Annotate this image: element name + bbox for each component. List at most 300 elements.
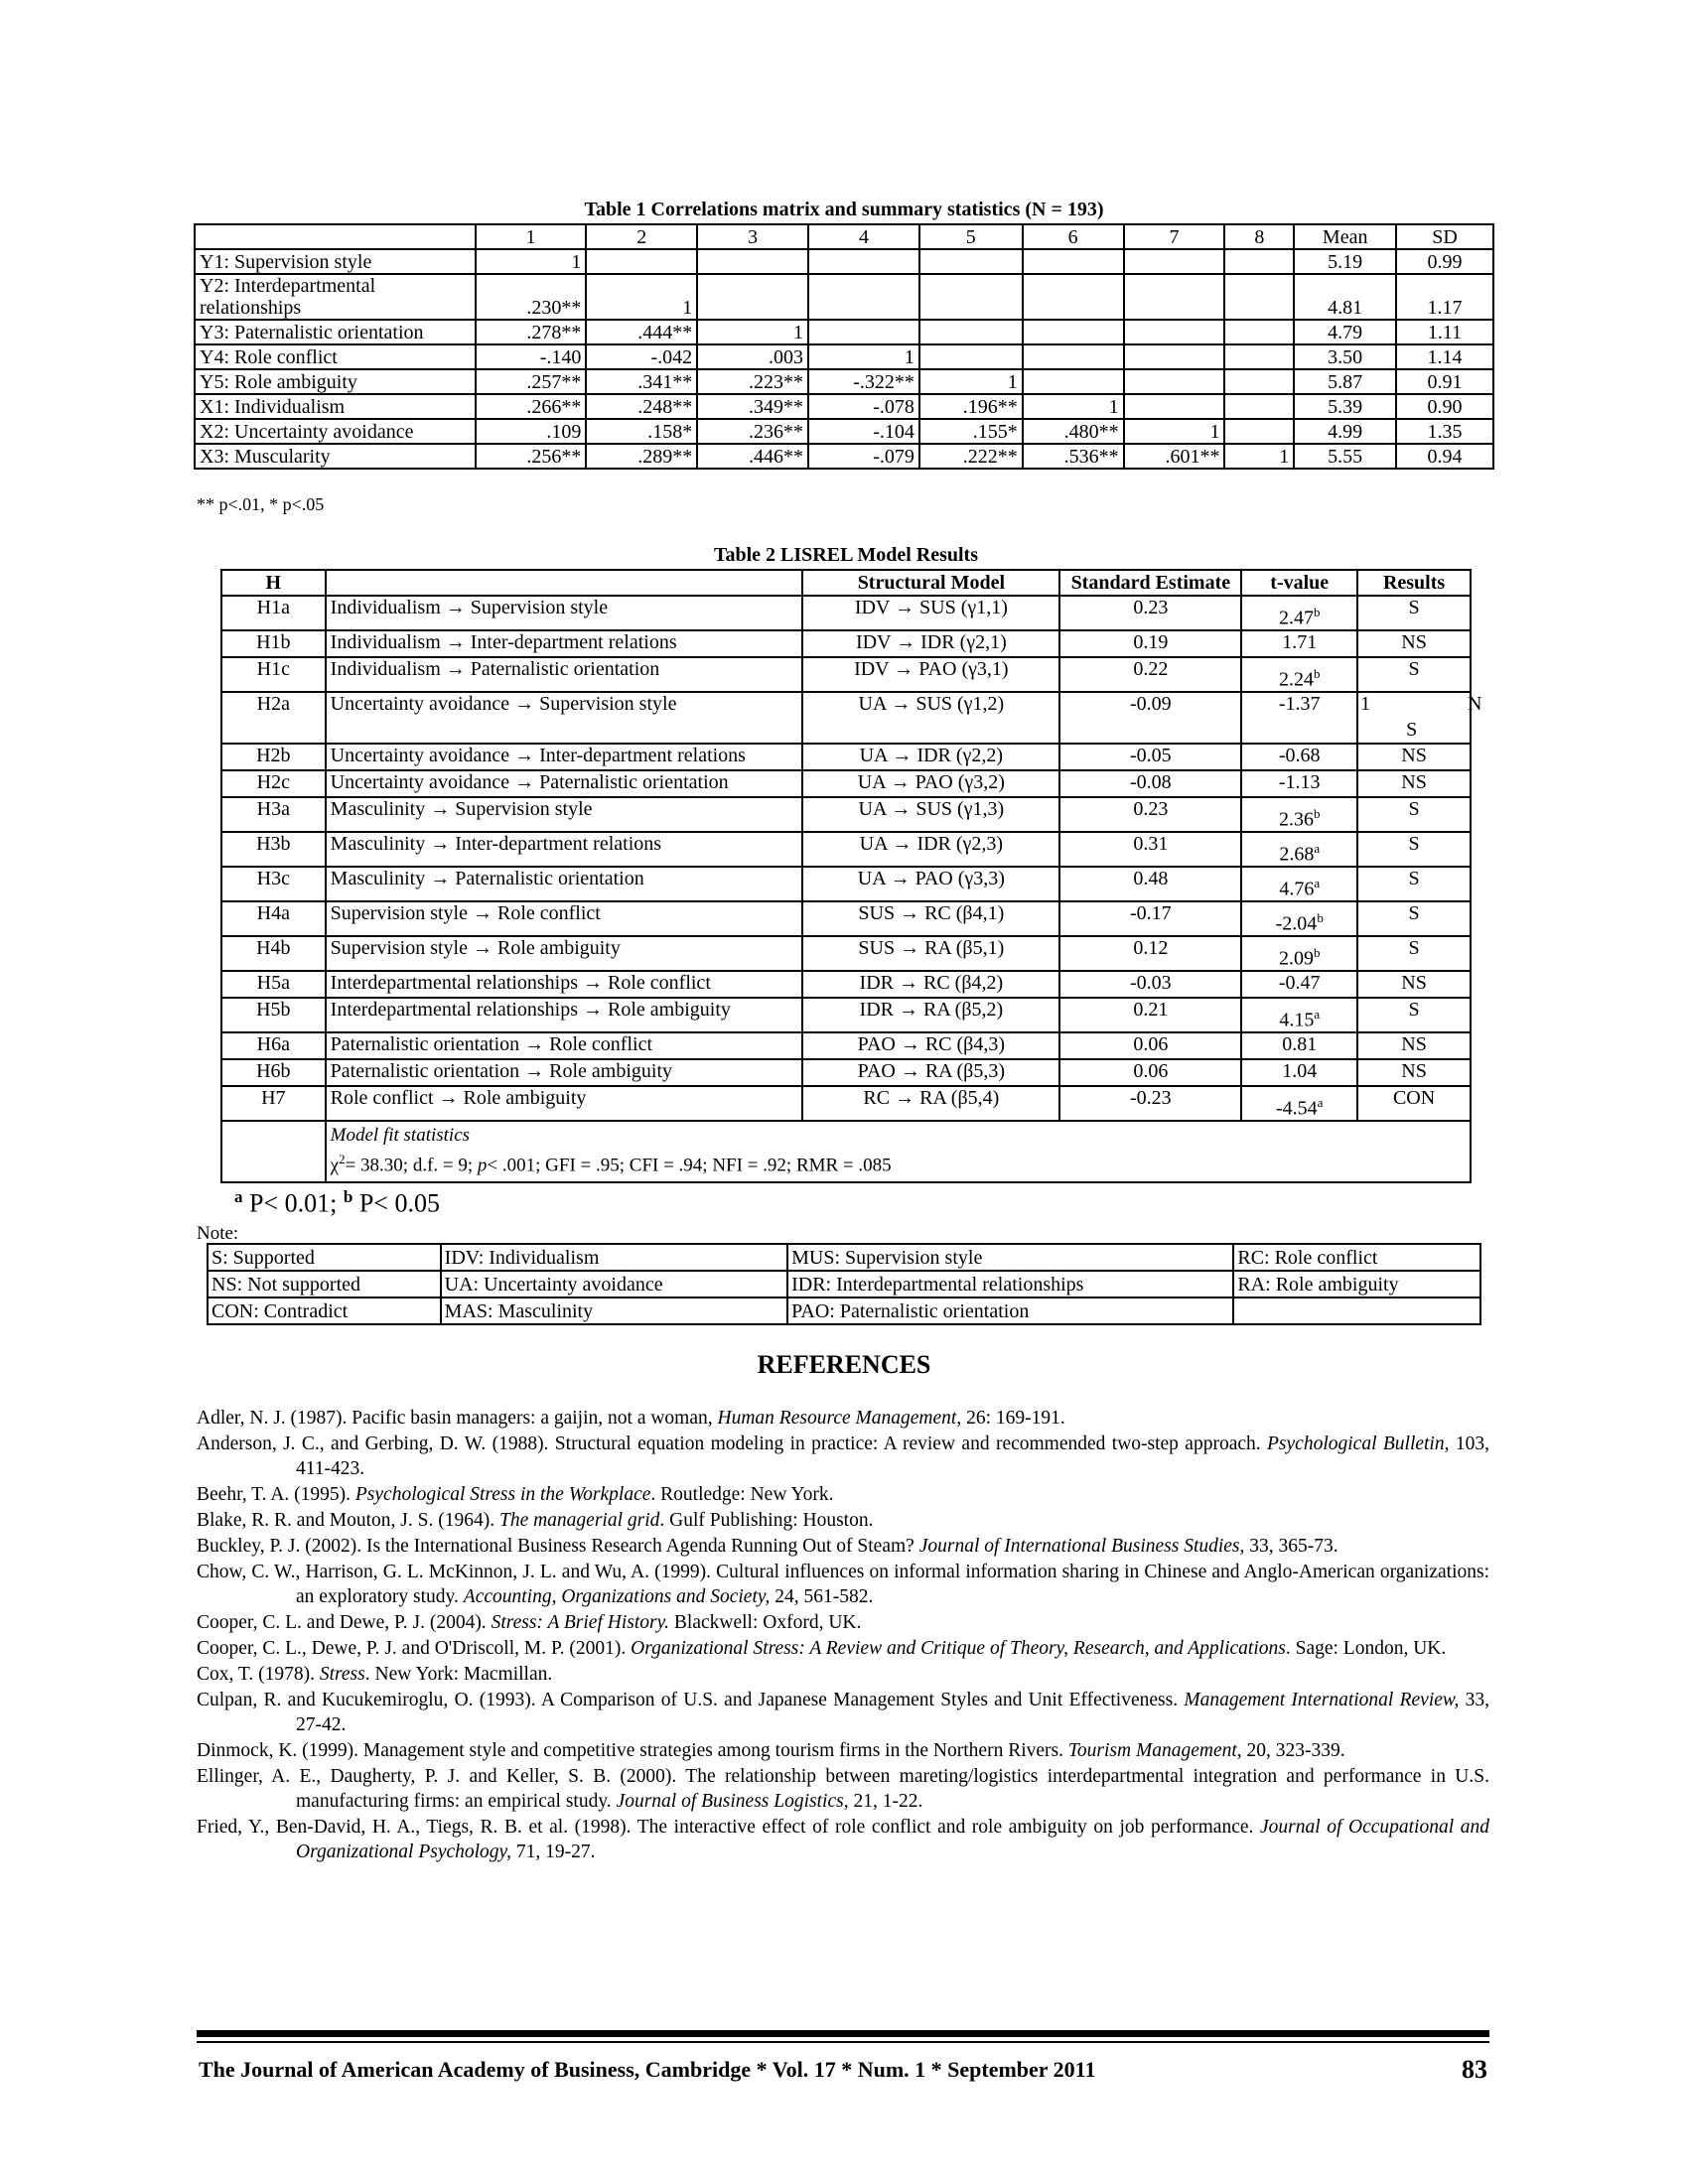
result-cell (1357, 692, 1482, 744)
hypothesis-id: H1c (221, 657, 326, 692)
table1-cell (919, 344, 1023, 369)
table1-sd-cell: 1.14 (1396, 344, 1493, 369)
t-value: 1.71 (1282, 631, 1318, 653)
table1-cell (808, 320, 919, 344)
result-value: S (1357, 867, 1471, 901)
t-value-cell (1241, 936, 1357, 971)
table1-cell (1023, 249, 1124, 274)
table1-cell: -.104 (808, 419, 919, 444)
reference-text: Buckley, P. J. (2002). Is the International Business Research Agenda Running Out of Steam? (197, 1536, 919, 1557)
reference-item (197, 1662, 1489, 1687)
table2-header-cell: t-value (1241, 570, 1357, 596)
result-value: S (1357, 936, 1471, 971)
hypothesis-id: H4a (221, 901, 326, 936)
t-value-cell (1241, 998, 1357, 1032)
t-value: -1.37 (1278, 693, 1321, 715)
reference-source: Psychological Bulletin, (1267, 1433, 1450, 1454)
reference-text: Chow, C. W., Harrison, G. L. McKinnon, J. L. and Wu, A. (1999). Cultural influences on informal information sharing in Chinese and Anglo-American organizations: an exploratory study. (197, 1562, 1489, 1607)
table2-row (221, 1059, 1471, 1086)
table1-cell (1124, 320, 1225, 344)
hypothesis-id: H3c (221, 867, 326, 901)
result-value: S (1357, 657, 1471, 692)
reference-source: Tourism Management, (1067, 1740, 1242, 1761)
table1-cell: 1 (476, 249, 587, 274)
hypothesis-path: Supervision style → Role ambiguity (326, 936, 803, 971)
reference-text: Cooper, C. L., Dewe, P. J. and O'Driscoll, M. P. (2001). (197, 1638, 632, 1659)
hypothesis-path: Interdepartmental relationships → Role ambiguity (326, 998, 803, 1032)
table1-cell (919, 320, 1023, 344)
hypothesis-path: Interdepartmental relationships → Role conflict (326, 971, 803, 998)
structural-model: PAO → RC (β4,3) (802, 1032, 1059, 1059)
standard-estimate: 0.23 (1059, 797, 1241, 832)
table1-cell (1023, 369, 1124, 394)
table1-header-cell: 8 (1224, 224, 1294, 249)
table1-cell: .109 (476, 419, 587, 444)
model-fit-cell (326, 1121, 1471, 1182)
hypothesis-path: Supervision style → Role conflict (326, 901, 803, 936)
reference-text: Beehr, T. A. (1995). (197, 1484, 355, 1505)
table1-row-label: X1: Individualism (195, 394, 476, 419)
reference-text: Anderson, J. C., and Gerbing, D. W. (1988). Structural equation modeling in practice: A review and recommended two-step approach. (197, 1433, 1268, 1454)
table1-cell: -.078 (808, 394, 919, 419)
hypothesis-id: H4b (221, 936, 326, 971)
standard-estimate: 0.48 (1059, 867, 1241, 901)
standard-estimate: -0.17 (1059, 901, 1241, 936)
references-heading: REFERENCES (757, 1350, 931, 1379)
hypothesis-path: Role conflict → Role ambiguity (326, 1086, 803, 1121)
model-fit-title: Model fit statistics (330, 1125, 471, 1146)
standard-estimate: 0.12 (1059, 936, 1241, 971)
table1-row (195, 320, 1493, 344)
reference-details: , 26: 169-191. (956, 1408, 1065, 1429)
table1-row-label: Y5: Role ambiguity (195, 369, 476, 394)
reference-details: . Sage: London, UK. (1285, 1638, 1447, 1659)
model-fit-statistics: $\chi^2= 38.30$; d.f. = 9; p< .001; GFI = .95; CFI = .94; NFI = .92; RMR = .085 (330, 1152, 892, 1176)
structural-model: UA → SUS (γ1,2) (802, 692, 1059, 744)
table1-mean-cell: 5.39 (1294, 394, 1396, 419)
standard-estimate: 0.23 (1059, 596, 1241, 630)
table1-row (195, 444, 1493, 469)
table1-mean-cell: 4.79 (1294, 320, 1396, 344)
table1-cell (1124, 344, 1225, 369)
hypothesis-id: H6a (221, 1032, 326, 1059)
table2-header-cell: H (221, 570, 326, 596)
t-value: 2.36 (1278, 809, 1314, 831)
table1-sd-cell: 0.91 (1396, 369, 1493, 394)
t-value-cell (1241, 596, 1357, 630)
standard-estimate: -0.23 (1059, 1086, 1241, 1121)
hypothesis-id: H6b (221, 1059, 326, 1086)
table1-cell: .349** (697, 394, 808, 419)
table1-cell: .341** (586, 369, 697, 394)
table1-mean-cell: 3.50 (1294, 344, 1396, 369)
abbreviation-cell: S: Supported (208, 1244, 441, 1271)
table1-cell: .601** (1124, 444, 1225, 469)
reference-text: Culpan, R. and Kucukemiroglu, O. (1993). A Comparison of U.S. and Japanese Management Styles and Unit Effectiveness. (197, 1690, 1185, 1710)
reference-text: Ellinger, A. E., Daugherty, P. J. and Keller, S. B. (2000). The relationship between mareting/logistics interdepartmental integration and performance in U.S. manufacturing firms: an empirical study. (197, 1766, 1489, 1812)
table1-header-cell (195, 224, 476, 249)
table1-cell: .236** (697, 419, 808, 444)
page-number: 83 (1462, 2055, 1487, 2084)
table1-cell: .230** (476, 274, 587, 320)
reference-source: Accounting, Organizations and Society, (463, 1586, 771, 1607)
reference-source: Stress (319, 1664, 365, 1685)
hypothesis-id: H1a (221, 596, 326, 630)
table1-sd-cell: 0.99 (1396, 249, 1493, 274)
reference-item (197, 1560, 1489, 1609)
t-value: 2.09 (1278, 948, 1314, 970)
table1-cell (1124, 369, 1225, 394)
table1-mean-cell: 5.87 (1294, 369, 1396, 394)
table2-row (221, 770, 1471, 797)
abbreviation-cell: UA: Uncertainty avoidance (441, 1271, 787, 1297)
table1-cell (1023, 344, 1124, 369)
table2-header-cell: Structural Model (802, 570, 1059, 596)
t-value-cell (1241, 744, 1357, 770)
table2-row (221, 657, 1471, 692)
table1-cell: 1 (1023, 394, 1124, 419)
reference-source: Human Resource Management (717, 1408, 957, 1429)
result-value: NS (1357, 770, 1471, 797)
table1-cell (1224, 249, 1294, 274)
hypothesis-id: H3b (221, 832, 326, 867)
table1-mean-cell: 5.19 (1294, 249, 1396, 274)
reference-text: Cox, T. (1978). (197, 1664, 320, 1685)
abbreviation-row (208, 1271, 1480, 1297)
result-value: N (1468, 693, 1482, 715)
table1-row-label: Y2: Interdepartmental relationships (195, 274, 476, 320)
table2-header-cell: Standard Estimate (1059, 570, 1241, 596)
reference-item (197, 1482, 1489, 1507)
abbreviation-cell: IDR: Interdepartmental relationships (787, 1271, 1233, 1297)
table1-cell (919, 249, 1023, 274)
t-value-cell (1241, 971, 1357, 998)
hypothesis-path: Individualism → Paternalistic orientation (326, 657, 803, 692)
table1-cell: .158* (586, 419, 697, 444)
t-value: 1.04 (1282, 1060, 1318, 1082)
table1-cell: .256** (476, 444, 587, 469)
table2-caption: Table 2 LISREL Model Results (714, 544, 978, 566)
t-value-cell (1241, 657, 1357, 692)
reference-details: 20, 323-339. (1241, 1740, 1345, 1761)
result-value: NS (1357, 1032, 1471, 1059)
table1-row-label: X3: Muscularity (195, 444, 476, 469)
t-value: 2.68 (1279, 844, 1315, 866)
table1-cell (1124, 274, 1225, 320)
table1-cell (919, 274, 1023, 320)
table2-row (221, 1032, 1471, 1059)
table1-cell: 1 (808, 344, 919, 369)
table1-cell (1224, 394, 1294, 419)
t-value: -1.13 (1278, 771, 1321, 793)
lisrel-results-table (220, 569, 1482, 1183)
table1-header-cell: 3 (697, 224, 808, 249)
reference-item (197, 1738, 1489, 1763)
t-value-superscript: a (1314, 841, 1321, 857)
structural-model: PAO → RA (β5,3) (802, 1059, 1059, 1086)
table1-sd-cell: 1.35 (1396, 419, 1493, 444)
t-value-cell (1241, 1032, 1357, 1059)
structural-model: IDV → IDR (γ2,1) (802, 630, 1059, 657)
table1-caption: Table 1 Correlations matrix and summary statistics (N = 193) (584, 199, 1104, 220)
table2-row (221, 744, 1471, 770)
table2-row (221, 630, 1471, 657)
table1-cell: -.322** (808, 369, 919, 394)
structural-model: UA → IDR (γ2,3) (802, 832, 1059, 867)
reference-text: Cooper, C. L. and Dewe, P. J. (2004). (197, 1612, 492, 1633)
table1-row-label: X2: Uncertainty avoidance (195, 419, 476, 444)
hypothesis-id: H5a (221, 971, 326, 998)
result-value: S (1406, 719, 1418, 741)
reference-details: 21, 1-22. (848, 1791, 923, 1812)
hypothesis-id: H2c (221, 770, 326, 797)
structural-model: IDV → SUS (γ1,1) (802, 596, 1059, 630)
t-value: 2.47 (1278, 608, 1314, 629)
abbreviation-cell: NS: Not supported (208, 1271, 441, 1297)
table1-cell: 1 (1124, 419, 1225, 444)
table1-cell: .222** (919, 444, 1023, 469)
table1-cell (1023, 320, 1124, 344)
table1-row-label: Y1: Supervision style (195, 249, 476, 274)
hypothesis-id: H7 (221, 1086, 326, 1121)
result-value: S (1357, 832, 1471, 867)
table1-cell (808, 249, 919, 274)
result-value: S (1357, 797, 1471, 832)
t-value-cell (1241, 867, 1357, 901)
standard-estimate: 0.31 (1059, 832, 1241, 867)
table2-row (221, 998, 1471, 1032)
t-value-superscript: b (1317, 910, 1324, 926)
hypothesis-id: H3a (221, 797, 326, 832)
hypothesis-path: Paternalistic orientation → Role ambiguity (326, 1059, 803, 1086)
result-value: S (1357, 998, 1471, 1032)
t-value-cell (1241, 770, 1357, 797)
reference-text: Fried, Y., Ben-David, H. A., Tiegs, R. B. et al. (1998). The interactive effect of role conflict and role ambiguity on job performance. (197, 1817, 1260, 1838)
result-value: NS (1357, 1059, 1471, 1086)
standard-estimate: -0.09 (1059, 692, 1241, 744)
table1-row (195, 419, 1493, 444)
reference-text: Blake, R. R. and Mouton, J. S. (1964). (197, 1510, 499, 1531)
abbreviation-table (207, 1243, 1481, 1325)
t-value: 4.76 (1279, 879, 1315, 900)
table1-cell: .480** (1023, 419, 1124, 444)
table1-cell: .266** (476, 394, 587, 419)
table1-cell: 1 (586, 274, 697, 320)
table1-row (195, 249, 1493, 274)
table2-row (221, 832, 1471, 867)
table2-row (221, 901, 1471, 936)
hypothesis-path: Individualism → Inter-department relations (326, 630, 803, 657)
table1-mean-cell: 5.55 (1294, 444, 1396, 469)
table1-row-label: Y3: Paternalistic orientation (195, 320, 476, 344)
table1-cell: 1 (1224, 444, 1294, 469)
abbreviation-cell: RA: Role ambiguity (1233, 1271, 1480, 1297)
t-value: -2.04 (1275, 913, 1318, 935)
table1-header-cell: 6 (1023, 224, 1124, 249)
table1-cell (1023, 274, 1124, 320)
standard-estimate: -0.05 (1059, 744, 1241, 770)
table1-cell (1124, 249, 1225, 274)
reference-details: 71, 19-27. (511, 1842, 596, 1862)
table1-cell: -.042 (586, 344, 697, 369)
table1-cell: -.140 (476, 344, 587, 369)
references-list (197, 1406, 1489, 1865)
hypothesis-id: H2a (221, 692, 326, 744)
table2-row (221, 692, 1471, 744)
table1-cell: .196** (919, 394, 1023, 419)
t-value-superscript: a (1314, 876, 1321, 891)
t-value-superscript: a (1317, 1095, 1324, 1111)
table1-cell (808, 274, 919, 320)
hypothesis-path: Paternalistic orientation → Role conflict (326, 1032, 803, 1059)
table1-cell: .155* (919, 419, 1023, 444)
hypothesis-path: Masculinity → Paternalistic orientation (326, 867, 803, 901)
reference-details: 33, 27-42. (296, 1690, 1489, 1735)
reference-details: 24, 561-582. (770, 1586, 874, 1607)
table1-header-cell: 7 (1124, 224, 1225, 249)
reference-text: Adler, N. J. (1987). Pacific basin managers: a gaijin, not a woman, (197, 1408, 718, 1429)
reference-source: The managerial grid (498, 1510, 660, 1531)
table2-row (221, 596, 1471, 630)
hypothesis-path: Masculinity → Supervision style (326, 797, 803, 832)
table1-cell (697, 249, 808, 274)
t-value: -4.54 (1276, 1098, 1318, 1120)
t-value-cell (1241, 901, 1357, 936)
structural-model: UA → SUS (γ1,3) (802, 797, 1059, 832)
table1-cell: .444** (586, 320, 697, 344)
t-value-cell (1241, 630, 1357, 657)
abbreviation-cell: CON: Contradict (208, 1297, 441, 1324)
correlation-table (194, 223, 1494, 470)
structural-model: IDV → PAO (γ3,1) (802, 657, 1059, 692)
table2-row (221, 797, 1471, 832)
t-value-cell (1241, 832, 1357, 867)
reference-item (197, 1406, 1489, 1431)
table1-cell: .223** (697, 369, 808, 394)
table2-header-row (221, 570, 1471, 596)
t-value-cell (1241, 797, 1357, 832)
standard-estimate: 0.06 (1059, 1059, 1241, 1086)
table1-cell (1224, 344, 1294, 369)
structural-model: RC → RA (β5,4) (802, 1086, 1059, 1121)
reference-item (197, 1815, 1489, 1864)
structural-model: UA → IDR (γ2,2) (802, 744, 1059, 770)
result-value: S (1357, 901, 1471, 936)
table2-header-cell (326, 570, 803, 596)
result-value: NS (1357, 630, 1471, 657)
abbreviation-cell (1233, 1297, 1480, 1324)
abbreviation-cell: IDV: Individualism (441, 1244, 787, 1271)
table1-cell (1224, 419, 1294, 444)
result-value: NS (1357, 744, 1471, 770)
reference-details: . Routledge: New York. (650, 1484, 834, 1505)
table1-sd-cell: 0.90 (1396, 394, 1493, 419)
table1-cell (697, 274, 808, 320)
table2-header-cell: Results (1357, 570, 1471, 596)
result-value: 1 (1360, 693, 1371, 715)
reference-source: Stress: A Brief History. (491, 1612, 670, 1633)
reference-item (197, 1508, 1489, 1533)
reference-details: . New York: Macmillan. (364, 1664, 553, 1685)
table1-cell (586, 249, 697, 274)
table1-cell: .278** (476, 320, 587, 344)
t-value: 2.24 (1278, 669, 1314, 691)
structural-model: SUS → RA (β5,1) (802, 936, 1059, 971)
table1-cell: .003 (697, 344, 808, 369)
reference-source: Journal of Business Logistics, (616, 1791, 849, 1812)
hypothesis-path: Masculinity → Inter-department relations (326, 832, 803, 867)
structural-model: IDR → RC (β4,2) (802, 971, 1059, 998)
table2-footnote: $^a$ P< 0.01; $^b$ P< 0.05 (234, 1187, 440, 1218)
table2-row (221, 936, 1471, 971)
table1-cell (1224, 274, 1294, 320)
table2-row (221, 971, 1471, 998)
reference-source: Journal of International Business Studies, (918, 1536, 1245, 1557)
table1-cell: -.079 (808, 444, 919, 469)
result-value: NS (1357, 971, 1471, 998)
standard-estimate: 0.19 (1059, 630, 1241, 657)
table1-sd-cell: 1.11 (1396, 320, 1493, 344)
standard-estimate: 0.06 (1059, 1032, 1241, 1059)
t-value: -0.47 (1278, 972, 1321, 994)
abbreviation-row (208, 1244, 1480, 1271)
reference-item (197, 1688, 1489, 1737)
table1-header-row (195, 224, 1493, 249)
table2-row (221, 867, 1471, 901)
structural-model: SUS → RC (β4,1) (802, 901, 1059, 936)
table1-row (195, 344, 1493, 369)
note-label: Note: (197, 1223, 239, 1244)
table2-row (221, 1086, 1471, 1121)
reference-source: Psychological Stress in the Workplace (354, 1484, 651, 1505)
hypothesis-path: Uncertainty avoidance → Supervision style (326, 692, 803, 744)
table1-header-cell: 2 (586, 224, 697, 249)
structural-model: UA → PAO (γ3,3) (802, 867, 1059, 901)
table1-cell: .289** (586, 444, 697, 469)
hypothesis-path: Uncertainty avoidance → Paternalistic orientation (326, 770, 803, 797)
table1-row (195, 369, 1493, 394)
reference-item (197, 1610, 1489, 1635)
table1-header-cell: SD (1396, 224, 1493, 249)
hypothesis-path: Uncertainty avoidance → Inter-department relations (326, 744, 803, 770)
standard-estimate: -0.03 (1059, 971, 1241, 998)
structural-model: UA → PAO (γ3,2) (802, 770, 1059, 797)
model-fit-row (221, 1121, 1471, 1182)
table1-cell: .536** (1023, 444, 1124, 469)
t-value: 0.81 (1282, 1033, 1318, 1055)
reference-details: Blackwell: Oxford, UK. (669, 1612, 862, 1633)
t-value: 4.15 (1279, 1010, 1315, 1031)
table1-mean-cell: 4.81 (1294, 274, 1396, 320)
table1-cell: 1 (697, 320, 808, 344)
abbreviation-row (208, 1297, 1480, 1324)
table1-row-label: Y4: Role conflict (195, 344, 476, 369)
reference-item (197, 1534, 1489, 1559)
significance-note: ** p<.01, * p<.05 (197, 494, 325, 514)
result-value: S (1357, 596, 1471, 630)
table1-cell: .446** (697, 444, 808, 469)
table1-sd-cell: 0.94 (1396, 444, 1493, 469)
table1-cell (1224, 369, 1294, 394)
footer-rule-thin (197, 2041, 1489, 2043)
abbreviation-cell: PAO: Paternalistic orientation (787, 1297, 1233, 1324)
table1-mean-cell: 4.99 (1294, 419, 1396, 444)
table1-header-cell: 4 (808, 224, 919, 249)
result-value: CON (1357, 1086, 1471, 1121)
reference-details: 103, 411-423. (296, 1433, 1489, 1479)
reference-source: Organizational Stress: A Review and Critique of Theory, Research, and Applications (631, 1638, 1286, 1659)
t-value-cell (1241, 692, 1357, 744)
